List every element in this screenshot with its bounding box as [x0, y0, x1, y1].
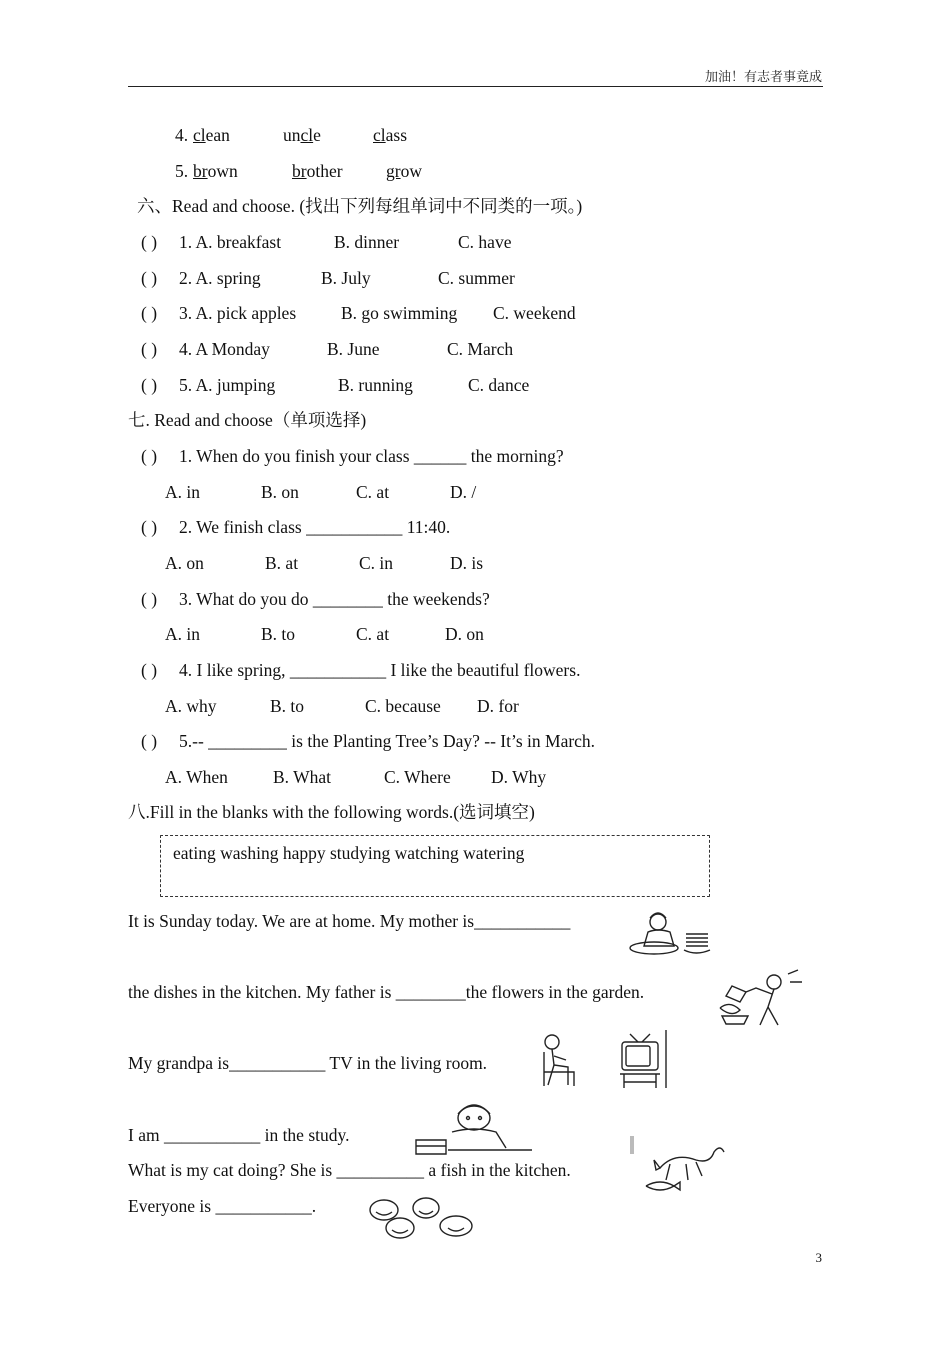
option-b: B. dinner [334, 232, 400, 252]
pron-word: grow [386, 161, 422, 181]
option-c: C. at [356, 624, 390, 644]
answer-paren[interactable]: ( ) [141, 303, 158, 323]
option-a: A. why [165, 696, 217, 716]
option-d: D. on [445, 624, 484, 644]
answer-paren[interactable]: ( ) [141, 446, 158, 466]
option-c: C. at [356, 482, 390, 502]
option-d: D. for [477, 696, 519, 716]
fill-line-6: Everyone is ___________. [128, 1196, 317, 1216]
question-text: 4. I like spring, ___________ I like the beautiful flowers. [179, 660, 581, 680]
pron-word: uncle [283, 125, 321, 145]
option-a: A. in [165, 624, 200, 644]
header-rule [128, 86, 823, 87]
option-c: C. Where [384, 767, 451, 787]
answer-paren[interactable]: ( ) [141, 517, 158, 537]
option-d: D. is [450, 553, 484, 573]
pron-word: brother [292, 161, 343, 181]
grandpa-sitting-illustration [538, 1032, 582, 1088]
answer-paren[interactable]: ( ) [141, 589, 158, 609]
question-text: 5.-- _________ is the Planting Tree’s Day? -- It’s in March. [179, 731, 596, 751]
section8-title: 八.Fill in the blanks with the following words.(选词填空) [128, 802, 535, 822]
option-c: C. March [447, 339, 514, 359]
word-bank: eating washing happy studying watching watering [173, 843, 525, 863]
pron-item-5: 5. [175, 161, 189, 181]
fill-line-1: It is Sunday today. We are at home. My mother is___________ [128, 911, 571, 931]
question-text: 3. What do you do ________ the weekends? [179, 589, 490, 609]
option-a: A. on [165, 553, 204, 573]
option-c: C. have [458, 232, 512, 252]
section7-title: 七. Read and choose（单项选择) [128, 410, 367, 430]
answer-paren[interactable]: ( ) [141, 660, 158, 680]
option-c: C. weekend [493, 303, 576, 323]
option-b: B. to [270, 696, 305, 716]
happy-family-faces-illustration [364, 1196, 478, 1242]
question-text: 2. A. spring [179, 268, 261, 288]
father-watering-flowers-illustration [712, 968, 806, 1028]
section6-title: 六、Read and choose. (找出下列每组单词中不同类的一项。) [137, 196, 583, 216]
fill-line-3: My grandpa is___________ TV in the living room. [128, 1053, 488, 1073]
answer-paren[interactable]: ( ) [141, 731, 158, 751]
pron-item-4: 4. [175, 125, 189, 145]
fill-line-4: I am ___________ in the study. [128, 1125, 350, 1145]
option-c: C. in [359, 553, 394, 573]
question-text: 3. A. pick apples [179, 303, 297, 323]
fill-line-2: the dishes in the kitchen. My father is ________the flowers in the garden. [128, 982, 645, 1002]
page-number: 3 [815, 1250, 822, 1265]
question-text: 4. A Monday [179, 339, 270, 359]
answer-paren[interactable]: ( ) [141, 268, 158, 288]
answer-paren[interactable]: ( ) [141, 232, 158, 252]
option-b: B. running [338, 375, 413, 395]
cat-eating-fish-illustration [630, 1134, 728, 1198]
mother-washing-dishes-illustration [626, 908, 714, 960]
answer-paren[interactable]: ( ) [141, 339, 158, 359]
fill-line-5: What is my cat doing? She is __________ a fish in the kitchen. [128, 1160, 571, 1180]
question-text: 5. A. jumping [179, 375, 276, 395]
option-b: B. July [321, 268, 371, 288]
pron-word: clean [193, 125, 230, 145]
option-c: C. dance [468, 375, 530, 395]
option-b: B. What [273, 767, 332, 787]
option-a: A. When [165, 767, 228, 787]
option-c: C. summer [438, 268, 515, 288]
option-b: B. on [261, 482, 299, 502]
pron-word: brown [193, 161, 238, 181]
option-b: B. June [327, 339, 380, 359]
word-bank-box [160, 835, 710, 897]
television-illustration [612, 1030, 668, 1090]
boy-studying-illustration [412, 1102, 534, 1156]
option-d: D. / [450, 482, 477, 502]
option-b: B. go swimming [341, 303, 458, 323]
header-motto: 加油！有志者事竟成 [704, 70, 822, 85]
answer-paren[interactable]: ( ) [141, 375, 158, 395]
option-b: B. at [265, 553, 299, 573]
question-text: 1. When do you finish your class ______ the morning? [179, 446, 564, 466]
option-b: B. to [261, 624, 296, 644]
option-d: D. Why [491, 767, 547, 787]
option-a: A. in [165, 482, 200, 502]
option-c: C. because [365, 696, 441, 716]
pron-word: class [373, 125, 408, 145]
question-text: 2. We finish class ___________ 11:40. [179, 517, 451, 537]
question-text: 1. A. breakfast [179, 232, 282, 252]
